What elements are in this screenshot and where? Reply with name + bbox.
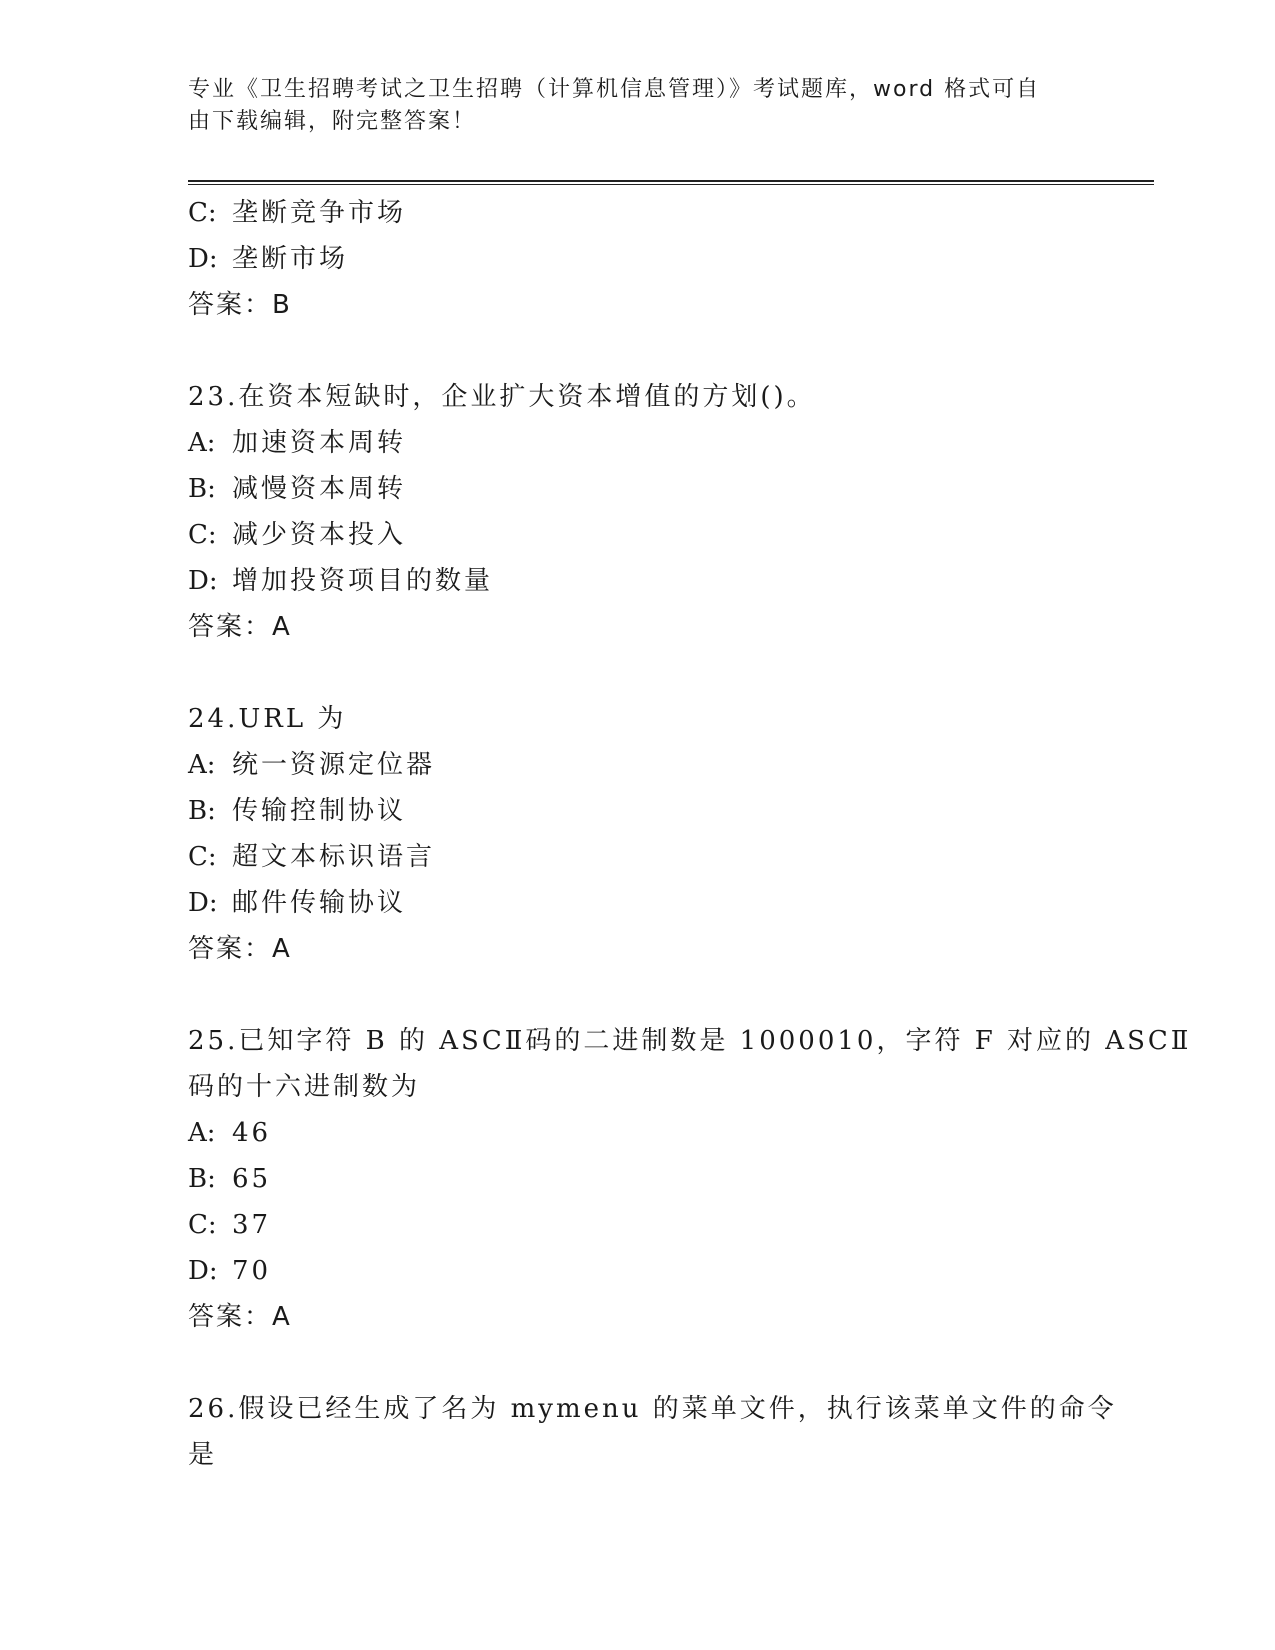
option-d: D: 70 (188, 1256, 272, 1286)
option-b: B: 减慢资本周转 (188, 474, 407, 504)
option-c: C: 超文本标识语言 (188, 842, 436, 872)
answer-line: 答案：B (188, 290, 292, 320)
option-a: A: 统一资源定位器 (188, 750, 436, 780)
question-stem-line-1: 25.已知字符 B 的 ASCⅡ码的二进制数是 1000010，字符 F 对应的 ASCⅡ (188, 1026, 1192, 1056)
option-b: B: 传输控制协议 (188, 796, 407, 826)
question-stem-line-1: 26.假设已经生成了名为 mymenu 的菜单文件，执行该菜单文件的命令 (188, 1394, 1117, 1424)
header-line-1: 专业《卫生招聘考试之卫生招聘（计算机信息管理）》考试题库，word 格式可自 (188, 77, 1041, 102)
header-divider (188, 180, 1154, 185)
answer-line: 答案：A (188, 612, 292, 642)
question-stem: 24.URL 为 (188, 704, 347, 734)
option-b: B: 65 (188, 1164, 272, 1194)
option-d: D: 垄断市场 (188, 244, 349, 274)
question-stem-line-2: 是 (188, 1440, 218, 1470)
question-26 (188, 1386, 1117, 1478)
question-stem-line-2: 码的十六进制数为 (188, 1072, 421, 1102)
option-d: D: 邮件传输协议 (188, 888, 407, 918)
document-header (188, 74, 1068, 138)
answer-line: 答案：A (188, 934, 292, 964)
question-list (188, 190, 1192, 1478)
question-25 (188, 1018, 1192, 1340)
option-d: D: 增加投资项目的数量 (188, 566, 494, 596)
question-partial (188, 190, 1088, 328)
question-stem: 23.在资本短缺时，企业扩大资本增值的方划()。 (188, 382, 816, 412)
option-c: C: 37 (188, 1210, 272, 1240)
option-a: A: 46 (188, 1118, 272, 1148)
answer-line: 答案：A (188, 1302, 292, 1332)
question-23 (188, 374, 1088, 650)
option-c: C: 垄断竞争市场 (188, 198, 407, 228)
question-24 (188, 696, 1088, 972)
header-line-2: 由下载编辑，附完整答案！ (188, 109, 477, 134)
option-a: A: 加速资本周转 (188, 428, 407, 458)
option-c: C: 减少资本投入 (188, 520, 407, 550)
